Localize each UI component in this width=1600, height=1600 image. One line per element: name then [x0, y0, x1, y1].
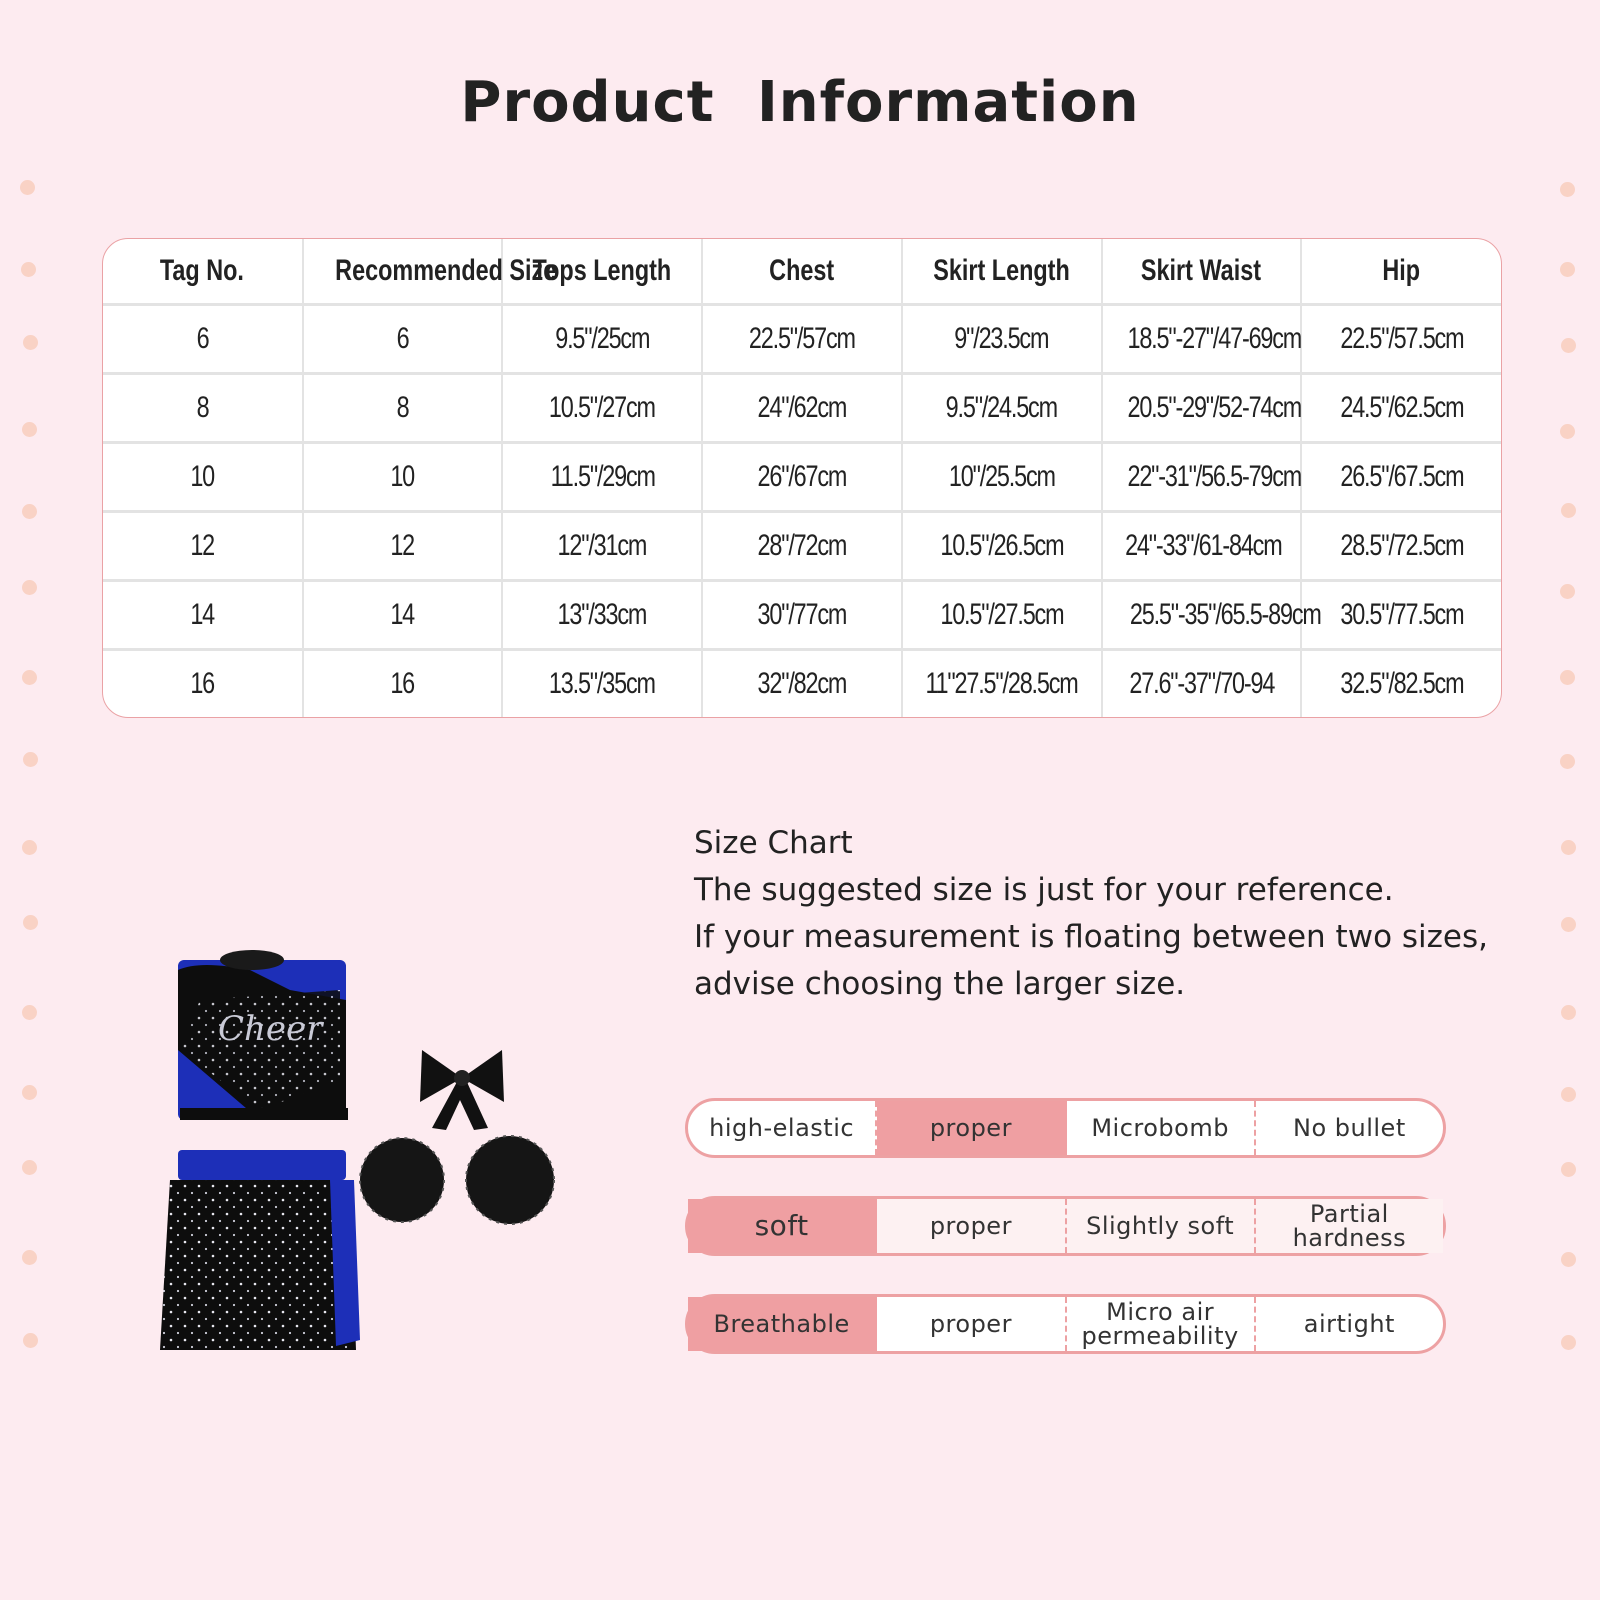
scale-option-selected: Breathable	[688, 1297, 877, 1351]
table-cell: 24.5"/62.5cm	[1301, 374, 1501, 443]
table-cell: 22.5"/57cm	[702, 305, 902, 374]
table-cell: 30.5"/77.5cm	[1301, 581, 1501, 650]
column-header-chest: Chest	[702, 239, 902, 305]
size-note-line: advise choosing the larger size.	[694, 966, 1186, 1002]
column-header-hip: Hip	[1301, 239, 1501, 305]
scale-option-selected: proper	[877, 1101, 1066, 1155]
scale-option: airtight	[1303, 1310, 1395, 1338]
table-cell: 30"/77cm	[702, 581, 902, 650]
cheer-lettering: Cheer	[218, 1009, 323, 1049]
table-cell: 12	[303, 512, 503, 581]
scale-option: Micro air permeability	[1067, 1297, 1256, 1351]
scale-option: proper	[877, 1199, 1066, 1253]
table-cell: 14	[303, 581, 503, 650]
breathability-scale	[685, 1294, 1446, 1354]
table-cell: 24"-33"/61-84cm	[1102, 512, 1302, 581]
table-cell: 6	[103, 305, 303, 374]
size-note-line: The suggested size is just for your reference.	[694, 872, 1394, 908]
table-cell: 9.5"/24.5cm	[902, 374, 1102, 443]
table-cell: 26"/67cm	[702, 443, 902, 512]
table-cell: 10.5"/27cm	[502, 374, 702, 443]
table-cell: 28"/72cm	[702, 512, 902, 581]
elasticity-scale	[685, 1098, 1446, 1158]
column-header-tops-length: Tops Length	[502, 239, 702, 305]
cheer-skirt	[160, 1150, 360, 1350]
table-row	[103, 581, 1501, 650]
table-cell: 20.5"-29"/52-74cm	[1102, 374, 1302, 443]
table-cell: 11"27.5"/28.5cm	[902, 650, 1102, 718]
size-table-header-row	[103, 239, 1501, 305]
column-header-tag-no: Tag No.	[103, 239, 303, 305]
table-cell: 26.5"/67.5cm	[1301, 443, 1501, 512]
table-cell: 10	[103, 443, 303, 512]
table-cell: 28.5"/72.5cm	[1301, 512, 1501, 581]
table-cell: 16	[303, 650, 503, 718]
table-cell: 25.5"-35"/65.5-89cm	[1102, 581, 1302, 650]
table-cell: 10	[303, 443, 503, 512]
table-cell: 12"/31cm	[502, 512, 702, 581]
size-table	[102, 238, 1502, 718]
size-note-line: If your measurement is floating between two sizes,	[694, 919, 1488, 955]
table-cell: 24"/62cm	[702, 374, 902, 443]
table-cell: 8	[103, 374, 303, 443]
table-cell: 13.5"/35cm	[502, 650, 702, 718]
table-cell: 22"-31"/56.5-79cm	[1102, 443, 1302, 512]
table-cell: 16	[103, 650, 303, 718]
size-chart-heading: Size Chart	[694, 825, 853, 861]
scale-option: Microbomb	[1067, 1101, 1256, 1155]
column-header-skirt-waist: Skirt Waist	[1102, 239, 1302, 305]
table-cell: 10.5"/27.5cm	[902, 581, 1102, 650]
table-cell: 22.5"/57.5cm	[1301, 305, 1501, 374]
table-cell: 8	[303, 374, 503, 443]
table-cell: 6	[303, 305, 503, 374]
table-row	[103, 443, 1501, 512]
table-cell: 9"/23.5cm	[902, 305, 1102, 374]
table-cell: 18.5"-27"/47-69cm	[1102, 305, 1302, 374]
column-header-skirt-length: Skirt Length	[902, 239, 1102, 305]
scale-option: Partial hardness	[1256, 1199, 1443, 1253]
size-description	[694, 820, 1494, 1008]
table-cell: 32"/82cm	[702, 650, 902, 718]
table-cell: 10.5"/26.5cm	[902, 512, 1102, 581]
table-row	[103, 374, 1501, 443]
table-row	[103, 512, 1501, 581]
scale-option: high-elastic	[688, 1101, 877, 1155]
table-row	[103, 305, 1501, 374]
cheer-top	[178, 950, 348, 1120]
softness-scale	[685, 1196, 1446, 1256]
table-cell: 11.5"/29cm	[502, 443, 702, 512]
table-cell: 14	[103, 581, 303, 650]
hair-bow	[420, 1050, 504, 1130]
table-cell: 27.6"-37"/70-94	[1102, 650, 1302, 718]
scale-option: Slightly soft	[1067, 1199, 1256, 1253]
table-cell: 13"/33cm	[502, 581, 702, 650]
scale-option-selected: soft	[688, 1199, 877, 1253]
table-cell: 9.5"/25cm	[502, 305, 702, 374]
scale-option: proper	[877, 1297, 1066, 1351]
table-cell: 32.5"/82.5cm	[1340, 667, 1464, 700]
scale-option: No bullet	[1293, 1114, 1406, 1142]
page-title: Product Information	[460, 70, 1140, 135]
table-cell: 12	[103, 512, 303, 581]
pom-poms	[360, 1136, 554, 1224]
table-row	[103, 650, 1501, 718]
product-image	[140, 930, 580, 1370]
table-cell: 10"/25.5cm	[902, 443, 1102, 512]
column-header-recommended-size: Recommended Size	[303, 239, 503, 305]
